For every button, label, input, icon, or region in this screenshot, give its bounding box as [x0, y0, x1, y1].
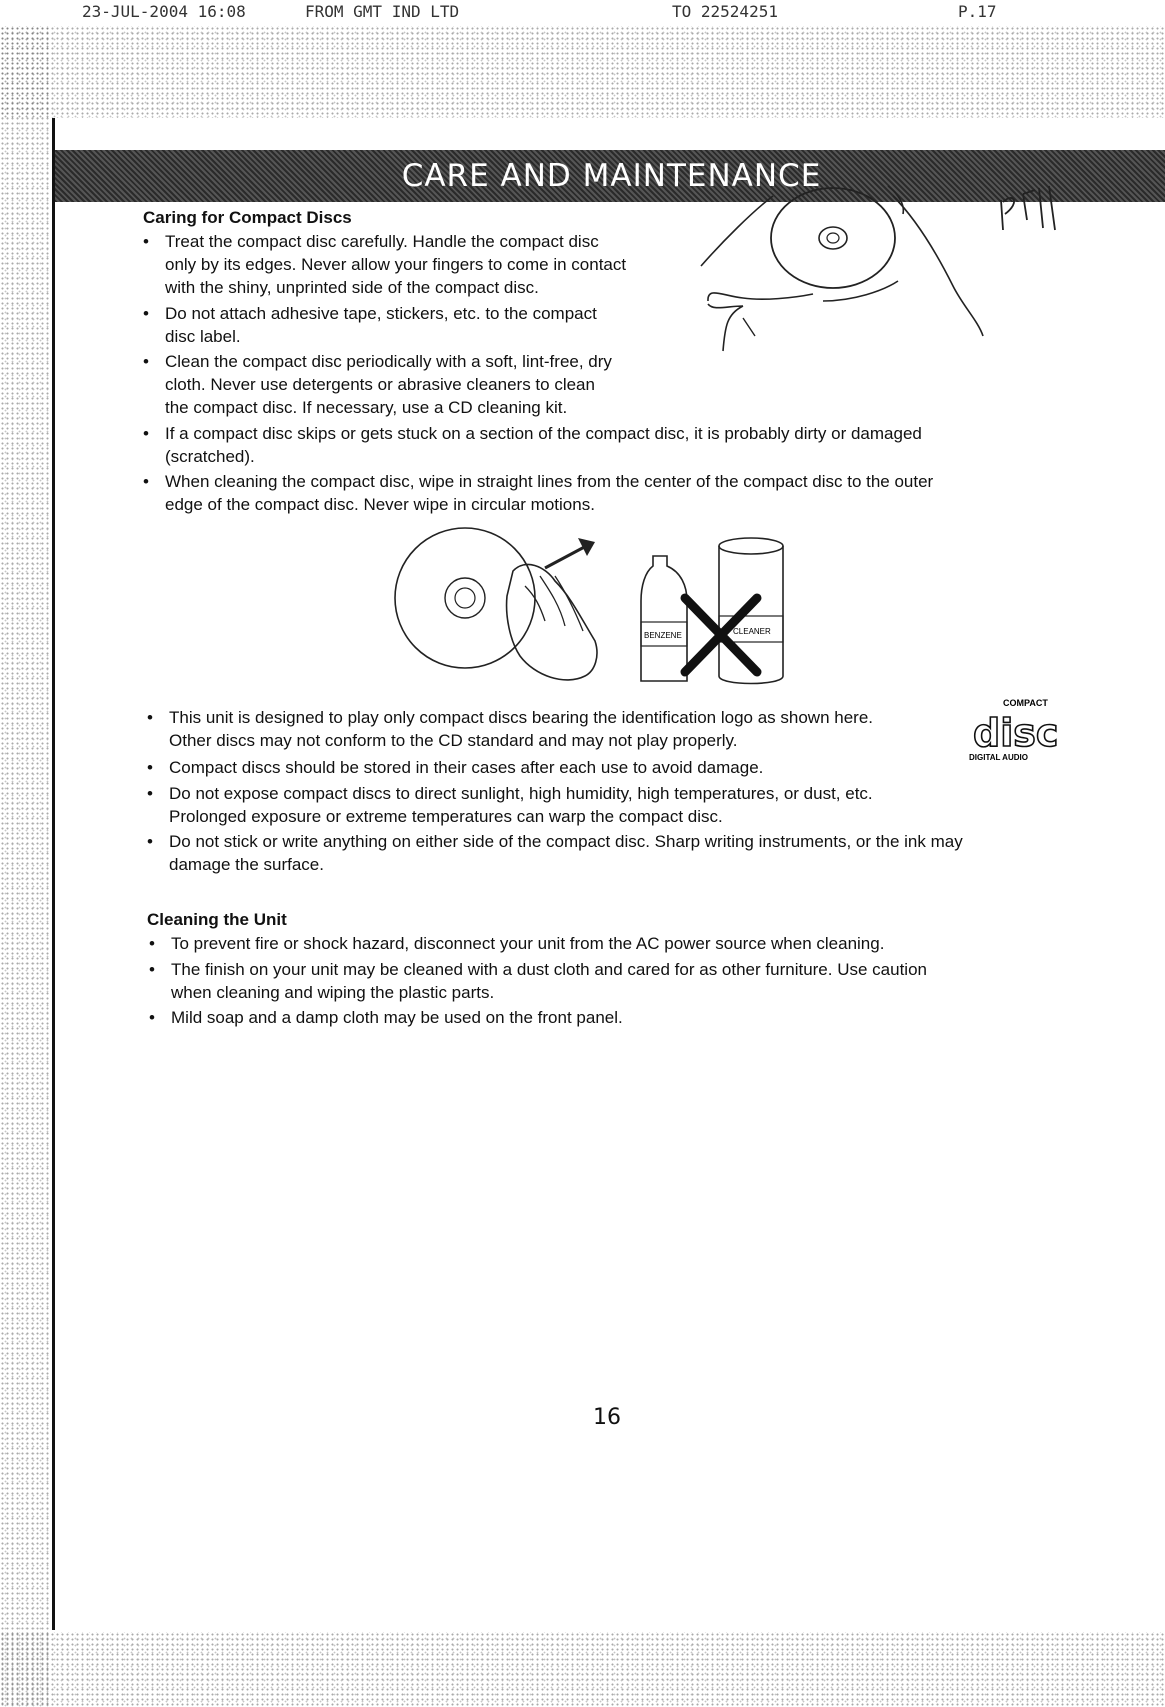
scan-noise-top: [0, 26, 1165, 118]
bullet-line: Compact discs should be stored in their cases after each use to avoid damage.: [169, 758, 764, 777]
bullet-line: Do not stick or write anything on either side of the compact disc. Sharp writing instruments, or the ink may: [169, 832, 963, 851]
bottle-label-benzene: BENZENE: [644, 631, 682, 640]
bullet-line: Treat the compact disc carefully. Handle the compact disc: [165, 232, 599, 251]
section-heading-cleaning-unit: Cleaning the Unit: [147, 910, 287, 929]
bullet-no-writing: • Do not stick or write anything on either side of the compact disc. Sharp writing instruments, or the ink may damage the surface.: [169, 830, 1129, 876]
bullet-line: edge of the compact disc. Never wipe in circular motions.: [165, 495, 595, 514]
bullet-line: when cleaning and wiping the plastic parts.: [171, 983, 495, 1002]
bottle-label-cleaner: CLEANER: [733, 627, 771, 636]
page-number: 16: [593, 1405, 621, 1430]
bullet-wipe-direction: • When cleaning the compact disc, wipe in straight lines from the center of the compact disc to the outer edge of the compact disc. Never wipe in circular motions.: [165, 470, 1125, 516]
cleaner-bottles-drawing: [641, 538, 783, 684]
bullet-finish-cleaning: • The finish on your unit may be cleaned with a dust cloth and cared for as other furniture. Use caution when cleaning and wiping the plastic parts.: [171, 958, 1131, 1004]
bullet-line: The finish on your unit may be cleaned with a dust cloth and cared for as other furniture. Use caution: [171, 960, 927, 979]
cleaning-illustration: [395, 526, 815, 696]
bullet-mild-soap: • Mild soap and a damp cloth may be used on the front panel.: [171, 1006, 1131, 1029]
fax-header: [0, 0, 1165, 24]
bullet-line: This unit is designed to play only compact discs bearing the identification logo as shown here.: [169, 708, 874, 727]
manual-page: [52, 118, 1165, 1630]
hands-holding-disc-illustration: [683, 186, 1013, 356]
bullet-line: Mild soap and a damp cloth may be used on the front panel.: [171, 1008, 623, 1027]
bullet-line: (scratched).: [165, 447, 255, 466]
bullet-store-cases: • Compact discs should be stored in their cases after each use to avoid damage.: [169, 756, 1129, 779]
bullet-line: If a compact disc skips or gets stuck on a section of the compact disc, it is probably dirty or damaged: [165, 424, 922, 443]
scan-noise-left: [0, 26, 50, 1707]
section-heading-caring: Caring for Compact Discs: [143, 208, 352, 227]
bullet-clean-disc: • Clean the compact disc periodically with a soft, lint-free, dry cloth. Never use detergents or abrasive cleaners to clean the compact disc. If necessary, use a CD cleaning kit.: [165, 350, 685, 419]
bullet-line: only by its edges. Never allow your fingers to come in contact: [165, 255, 627, 274]
logo-digital-audio-text: DIGITAL AUDIO: [969, 753, 1028, 762]
fax-from: FROM GMT IND LTD: [305, 2, 460, 21]
bullet-no-tape: • Do not attach adhesive tape, stickers, etc. to the compact disc label.: [165, 302, 685, 348]
bullet-disc-skips: • If a compact disc skips or gets stuck on a section of the compact disc, it is probably dirty or damaged (scratched).: [165, 422, 1125, 468]
bullet-line: the compact disc. If necessary, use a CD cleaning kit.: [165, 398, 568, 417]
bullet-line: Clean the compact disc periodically with a soft, lint-free, dry: [165, 352, 612, 371]
bullet-line: Other discs may not conform to the CD standard and may not play properly.: [169, 731, 738, 750]
bullet-line: When cleaning the compact disc, wipe in straight lines from the center of the compact disc to the outer: [165, 472, 934, 491]
logo-compact-text: COMPACT: [1003, 698, 1048, 708]
fax-to: TO 22524251: [672, 2, 778, 21]
bullet-disconnect-power: • To prevent fire or shock hazard, disconnect your unit from the AC power source when cleaning.: [171, 932, 1131, 955]
wiping-disc-drawing: [395, 528, 597, 680]
bullet-cd-logo: • This unit is designed to play only compact discs bearing the identification logo as shown here. Other discs may not conform to the CD standard and may not play properly.: [169, 706, 1129, 752]
bullet-line: To prevent fire or shock hazard, disconnect your unit from the AC power source when cleaning.: [171, 934, 885, 953]
bullet-no-sunlight: • Do not expose compact discs to direct sunlight, high humidity, high temperatures, or dust, etc. Prolonged exposure or extreme temperatures can warp the compact disc.: [169, 782, 1129, 828]
bullet-line: cloth. Never use detergents or abrasive cleaners to clean: [165, 375, 595, 394]
bullet-line: damage the surface.: [169, 855, 324, 874]
logo-disc-text: disc: [973, 711, 1059, 755]
scan-noise-bottom: [0, 1632, 1165, 1707]
bullet-line: Do not attach adhesive tape, stickers, etc. to the compact: [165, 304, 597, 323]
fax-page: P.17: [958, 2, 997, 21]
bullet-line: with the shiny, unprinted side of the compact disc.: [165, 278, 539, 297]
bullet-line: Prolonged exposure or extreme temperatures can warp the compact disc.: [169, 807, 723, 826]
bullet-line: Do not expose compact discs to direct sunlight, high humidity, high temperatures, or dust, etc.: [169, 784, 873, 803]
bullet-line: disc label.: [165, 327, 241, 346]
bullet-handle-disc: • Treat the compact disc carefully. Handle the compact disc only by its edges. Never allow your fingers to come in contact with the shiny, unprinted side of the compact disc.: [165, 230, 685, 299]
banner-title: CARE AND MAINTENANCE: [401, 158, 822, 194]
fax-date-time: 23-JUL-2004 16:08: [82, 2, 246, 21]
